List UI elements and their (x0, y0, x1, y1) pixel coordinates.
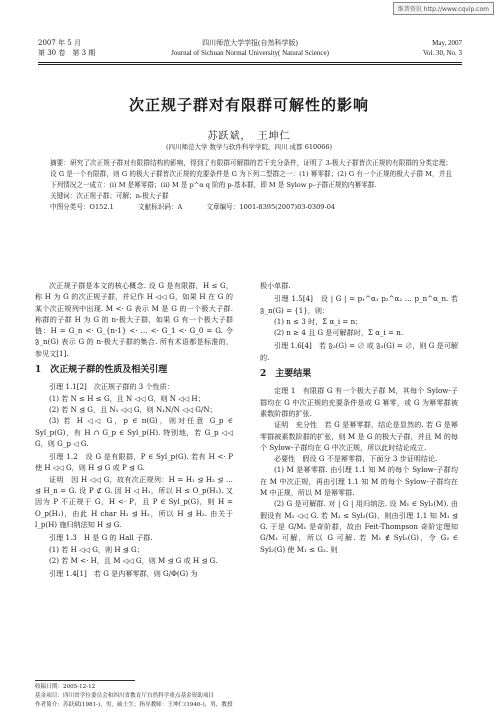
lemma-1-3: 引理 1.3 H 是 G 的 Hall 子群. (49, 533, 153, 543)
journal-name-en: Journal of Sichuan Normal University( Natural Science) (171, 49, 329, 57)
journal-name-cn: 四川师范大学学报(自然科学版) (202, 39, 298, 47)
footnote-block (35, 680, 275, 711)
author-bio: 作者简介：苏跃斌(1981-)，男，硕士生；指导教师：王坤仁(1946-)，男，教授 (35, 702, 233, 709)
section-2-heading: 2 主要结果 (260, 369, 312, 380)
theorem-1-necessity: 必要性 假设 G 不是幂零群，下面分 3 步证明结论. (274, 454, 438, 464)
lemma-1-1-item-1: (1) 若 N ≤ H ≤ G，且 N ◁◁ G，则 N ◁◁ H； (49, 393, 205, 403)
lemma-1-3-item-2: (2) 若 M <· H，且 M ◁◁ G，则 M ⊴ G 或 H ⊴ G. (49, 555, 218, 565)
lemma-1-3-item-1: (1) 若 H ◁◁ G，则 H ⊴ G； (49, 544, 144, 554)
classification-line (50, 202, 452, 213)
fund-info: 基金项目：四川省学位委员会和四川省教育厅自然科学重点基金资助项目 (35, 693, 215, 700)
lemma-1-2: 引理 1.2 设 G 是有限群，P ∈ Syl_p(G). 若有 H <· P 使 H ◁◁ G，则 H ⊴ G 或 P ⊴ G. (35, 452, 233, 473)
intro-paragraph: 次正规子群是本文的核心概念. 设 G 是有限群，H ≤ G，称 H 为 G 的次正规子群，并记作 H ◁◁ G，如果 H 在 G 的某个次正规列中出现. M <· G 表示 M 是 G 的一个极大子群. 称群的子群 H 为 G 的 n-极大子群，如果 G 有一个极大子群链：H = G_n <· G_{n-1} <· … <· G_1 <· G_0 = G. 令 𝔉_n(G) 表示 G 的 n-极大子群的集合. 所有术语都是标准的，参见文[1]. (35, 281, 233, 358)
abstract-block (50, 158, 452, 213)
header-rule (38, 62, 462, 65)
document-code: 文献标识码：A (137, 203, 183, 212)
header-date: 2007 年 5 月 (38, 39, 81, 47)
abstract-text: 摘要：研究了次正规子群对有限群结构的影响，得到了有限群可解群的若干充分条件，证明了 3-极大子群皆次正规的有限群的分类定理；设 G 是一个有限群，则 G 的极大子群皆次正规的充要条件是 G 为下列二型群之一：(1) 幂零群；(2) G 有一个正规的极大子群 M，并且下列情况之一成立：(i) M 是幂零群；(ii) M 是 p^α q 阶的 p-基本群，即 M 是 Sylow p-子群正规的内幂零群. (50, 159, 452, 189)
lemma-1-1-item-3: (3) 若 H ◁◁ G，p ∈ π(G)，则对任意 G_p ∈ Syl_p(G)，有 H ∩ G_p ∈ Syl_p(H). 特别地，若 G_p ◁◁ G，则 G_p ◁ G. (35, 416, 233, 448)
article-id: 文章编号：1001-8395(2007)03-0309-04 (206, 203, 336, 212)
paper-authors: 苏跃斌， 王坤仁 (207, 131, 291, 142)
footnote-rule (35, 680, 135, 681)
header-issue (423, 38, 462, 58)
lemma-1-4: 引理 1.4[1] 若 G 是内幂零群，则 G/Φ(G) 为 (49, 569, 198, 579)
running-header (38, 38, 462, 70)
theorem-1-sufficiency: 证明 充分性 若 G 是幂零群，结论是显然的. 若 G 是幂零群被素数阶群的扩张，则 M 是 G 的极大子群，并且 M 的每个 Sylow-子群均在 G 中次正规，所以此时结论成立. (260, 420, 458, 452)
lemma-1-5: 引理 1.5[4] 设 | G | = p₁^α₁ p₂^α₂ … p_n^α_n. 若 𝔉_n(G) = {1}，则： (260, 294, 458, 315)
lemma-1-4-continued: 极小单群. (260, 281, 291, 290)
lemma-1-1: 引理 1.1[2] 次正规子群的 3 个性质： (49, 382, 174, 392)
right-column (260, 280, 458, 555)
left-column (35, 280, 233, 579)
header-volume: 第 30 卷 第 3 期 (38, 49, 96, 57)
proof-step-2: (2) G 是可解群. 对 | G | 用归纳法. 设 M₁ ∈ Syl₂(M). 由假设有 M₁ ◁◁ G. 若 M₁ ≤ Syl₂(G)，则由引理 1.1 知 M₁ ⊴ G. 于是 G/M₁ 是奇阶群，故由 Feit-Thompson 奇阶定理知 G/M₁ 可解，所以 G 可解. 若 M₁ ∉ Syl₂(G)，令 G₂ ∈ Syl₂(G) 使 M₁ ≤ G₂. 则 (260, 499, 458, 554)
class-number: 中图分类号：O152.1 (50, 203, 114, 212)
section-1-heading: 1 次正规子群的性质及相关引理 (35, 365, 168, 376)
watermark-stamp: 维普资讯 http://www.cqvip.com (393, 2, 494, 15)
author-affiliation: (四川师范大学 数学与软件科学学院，四川 成都 610066) (165, 143, 333, 151)
lemma-1-1-item-2: (2) 若 N ⊴ G，且 N₁ ◁◁ G，则 N₁N/N ◁◁ G/N； (49, 404, 217, 414)
lemma-1-6: 引理 1.6[4] 若 𝔉₃(G) = ∅ 或 𝔉₃(G) = ∅，则 G 是可解的. (260, 341, 458, 362)
lemma-1-2-proof: 证明 因 H ◁◁ G，故有次正规列：H = H₁ ⊴ H₂ ⊴ … ⊴ H_n = G. 设 P ⊄ G. 因 H ◁ H₁，所以 H ≤ O_p(H₁). 又因为 P 不正规于 G，H <· P，且 P ∈ Syl_p(G)，则 H = O_p(H₁)，由此 H char H₁ ⊴ H₂，所以 H ⊴ H₂. 由关于 l_p(H) 施归纳法知 H ⊴ G. (35, 474, 233, 529)
theorem-1: 定理 1 有限群 G 有一个极大子群 M，其每个 Sylow-子群均在 G 中次正规的充要条件是或 G 幂零，或 G 为幂零群被素数阶群的扩张. (260, 386, 458, 418)
header-vol-no: Vol. 30, No. 3 (422, 49, 462, 57)
header-month: May, 2007 (432, 39, 462, 47)
proof-step-1: (1) M 是幂零群. 由引理 1.1 知 M 的每个 Sylow-子群均在 M 中次正规，再由引理 1.1 知 M 的每个 Sylow-子群均在 M 中正规，所以 M 是幂零群. (260, 465, 458, 498)
keywords: 关键词：次正规子群；可解；n-极大子群 (50, 192, 169, 201)
received-date: 收稿日期：2005-12-12 (35, 684, 96, 690)
lemma-1-5-item-1: (1) n ≤ 3 时，Σ α_i = n； (274, 316, 363, 326)
lemma-1-5-item-2: (2) n ≥ 4 且 G 是可解群时，Σ α_i = n. (274, 328, 404, 338)
header-journal (38, 38, 462, 58)
paper-title: 次正规子群对有限群可解性的影响 (128, 96, 369, 114)
